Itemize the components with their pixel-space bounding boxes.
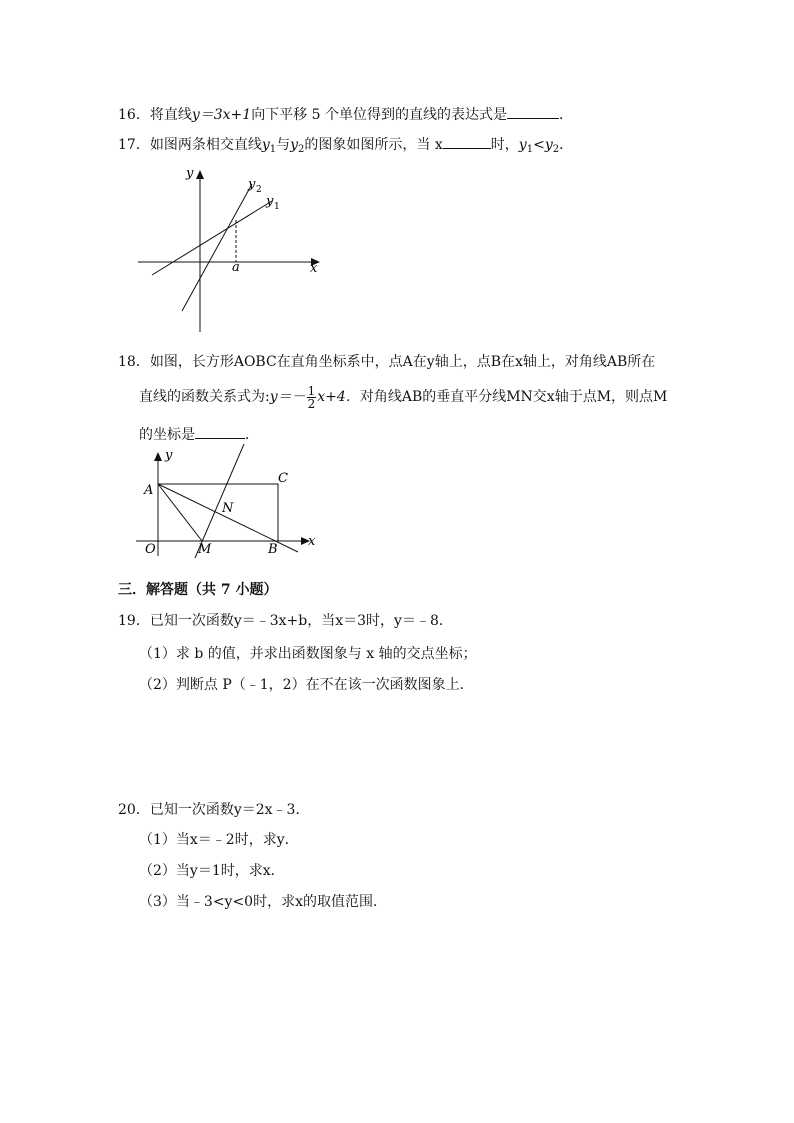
q17-text-b: 的图象如图所示，当 x bbox=[304, 137, 443, 153]
q17-y2-sub: 2 bbox=[298, 144, 305, 155]
question-18-line-3 bbox=[139, 424, 259, 445]
q16-end: ． bbox=[559, 107, 573, 123]
q18-label-b: B bbox=[268, 542, 278, 557]
question-17 bbox=[118, 134, 573, 160]
q17-line-y2 bbox=[182, 184, 252, 311]
q19-part-1: （1）求 b 的值，并求出函数图象与 x 轴的交点坐标； bbox=[139, 646, 477, 662]
q18-line1: 如图，长方形AOBC在直角坐标系中，点A在y轴上，点B在x轴上，对角线AB所在 bbox=[149, 354, 656, 370]
q17-text-a: 如图两条相交直线 bbox=[149, 137, 262, 153]
q20-stem: 已知一次函数y＝2x﹣3． bbox=[149, 802, 310, 818]
q18-line2-b: 对角线AB的垂直平分线MN交x轴于点M，则点M bbox=[359, 389, 668, 405]
q16-equation: y＝3x+1 bbox=[191, 107, 252, 123]
q19-part-2: （2）判断点 P（﹣1，2）在不在该一次函数图象上． bbox=[139, 677, 474, 693]
q17-cond-sub1: 1 bbox=[526, 144, 534, 155]
q18-label-n: N bbox=[222, 501, 234, 516]
q18-line2-a: 直线的函数关系式为: bbox=[139, 389, 270, 405]
q17-cond-y1: y bbox=[518, 137, 527, 153]
q17-less-than: < bbox=[533, 137, 545, 153]
q18-segment-am bbox=[158, 484, 202, 541]
q17-label-a: a bbox=[232, 260, 240, 275]
q17-label-y2: y bbox=[248, 177, 256, 192]
q18-frac-num: 1 bbox=[307, 383, 316, 398]
q17-figure bbox=[132, 160, 332, 340]
question-20 bbox=[118, 800, 309, 820]
q18-frac-den: 2 bbox=[307, 396, 316, 411]
q16-answer-blank[interactable] bbox=[507, 104, 559, 119]
q20-part-2: （2）当y＝1时，求x． bbox=[139, 863, 285, 879]
q17-label-y1: y bbox=[266, 194, 274, 209]
q17-label-y2-sub: 2 bbox=[256, 185, 262, 195]
q16-number: 16． bbox=[118, 107, 150, 123]
q18-label-m: M bbox=[198, 542, 212, 557]
q17-label-y1-sub: 1 bbox=[274, 202, 280, 212]
q18-x-axis-label: x bbox=[308, 534, 316, 549]
q17-y-arrow bbox=[196, 170, 204, 179]
q18-label-o: O bbox=[145, 542, 156, 557]
q17-line-y1 bbox=[152, 201, 272, 275]
q16-text-b: 向下平移 5 个单位得到的直线的表达式是 bbox=[251, 107, 507, 123]
q17-x-axis-label: x bbox=[310, 261, 318, 276]
q18-y-arrow bbox=[154, 452, 162, 461]
q19-number: 19． bbox=[118, 613, 150, 629]
question-18-line-2 bbox=[139, 380, 667, 414]
q17-y1-sub: 1 bbox=[269, 144, 277, 155]
q16-text-a: 将直线 bbox=[149, 107, 192, 123]
q18-end: ． bbox=[245, 427, 259, 443]
q17-y-axis-label: y bbox=[186, 166, 194, 181]
q17-cond-y2: y bbox=[544, 137, 553, 153]
q20-number: 20． bbox=[118, 802, 150, 818]
q18-answer-blank[interactable] bbox=[195, 424, 245, 439]
q17-y1-var: y bbox=[261, 137, 270, 153]
question-19 bbox=[118, 611, 453, 631]
q17-number: 17． bbox=[118, 137, 150, 153]
q18-y-axis-label: y bbox=[165, 448, 173, 463]
q18-eq-a: y＝－ bbox=[269, 389, 306, 405]
q17-end: ． bbox=[559, 137, 574, 153]
q19-stem: 已知一次函数y＝﹣3x+b，当x＝3时，y＝﹣8． bbox=[149, 613, 453, 629]
q18-label-c: C bbox=[278, 471, 288, 486]
q18-number: 18． bbox=[118, 354, 150, 370]
q18-line3: 的坐标是 bbox=[139, 427, 195, 443]
q18-eq-b: x+4． bbox=[317, 389, 360, 405]
question-18-line-1 bbox=[118, 352, 655, 372]
q17-y2-var: y bbox=[290, 137, 299, 153]
q18-fraction bbox=[307, 385, 317, 410]
q20-part-3: （3）当﹣3<y<0时，求x的取值范围． bbox=[139, 894, 387, 910]
q17-and: 与 bbox=[276, 137, 291, 153]
q18-label-a: A bbox=[144, 483, 154, 498]
section-3-heading: 三．解答题（共 7 小题） bbox=[118, 582, 278, 598]
q17-text-c: 时， bbox=[490, 137, 519, 153]
q17-cond-sub2: 2 bbox=[552, 144, 560, 155]
q20-part-1: （1）当x＝﹣2时，求y． bbox=[139, 832, 299, 848]
q18-figure bbox=[132, 444, 332, 562]
question-16 bbox=[118, 104, 573, 125]
q17-answer-blank[interactable] bbox=[443, 134, 491, 149]
